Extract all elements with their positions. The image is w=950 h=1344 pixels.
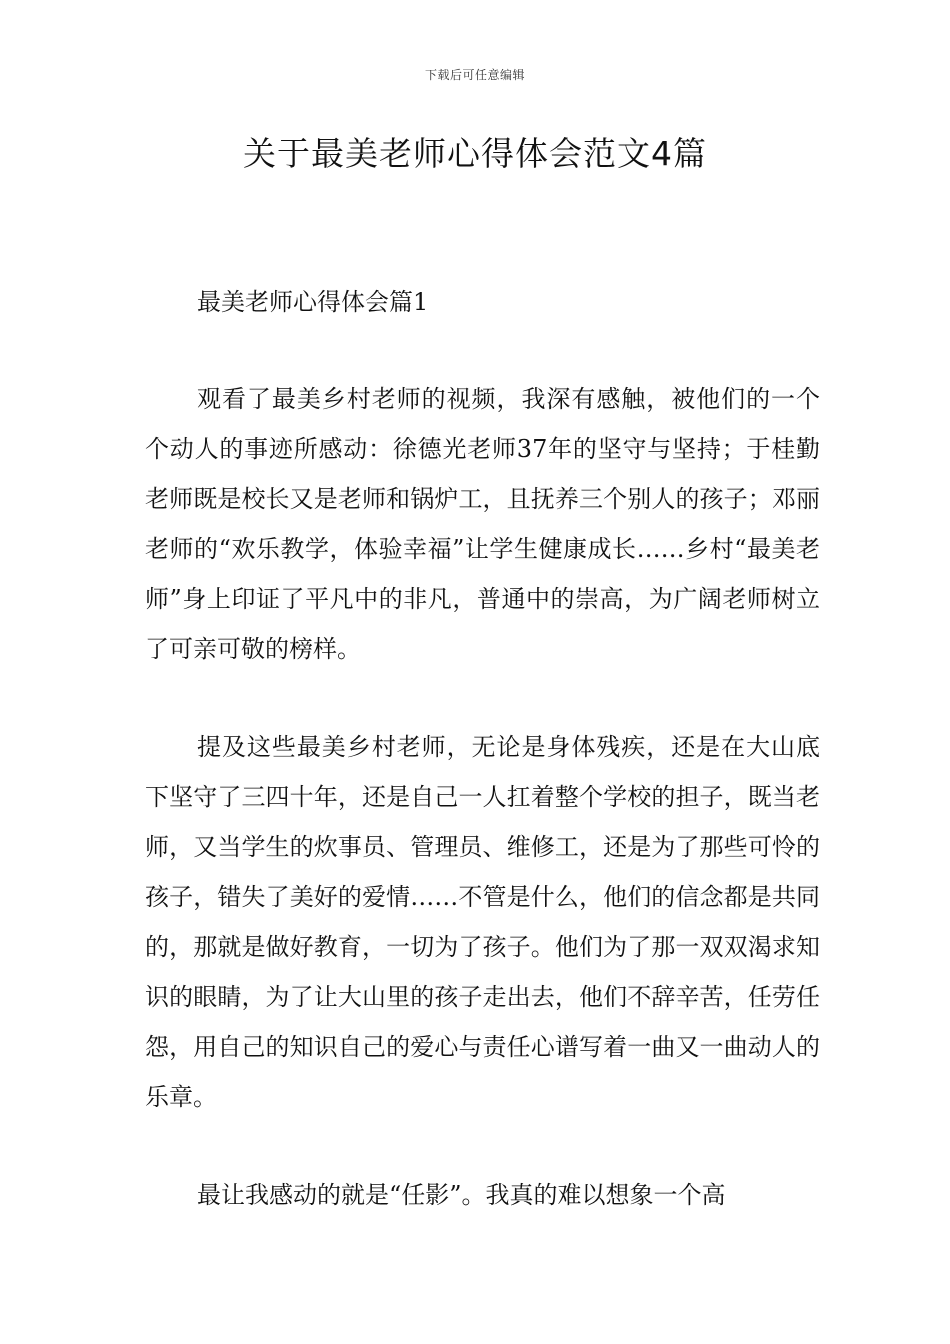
body-paragraph: 提及这些最美乡村老师，无论是身体残疾，还是在大山底下坚守了三四十年，还是自己一人扛着整个学校的担子，既当老师，又当学生的炊事员、管理员、维修工，还是为了那些可怜的孩子，错失了美好的爱情……不管是什么，他们的信念都是共同的，那就是做好教育，一切为了孩子。他们为了那一双双渴求知识的眼睛，为了让大山里的孩子走出去，他们不辞辛苦，任劳任怨，用自己的知识自己的爱心与责任心谱写着一曲又一曲动人的乐章。: [145, 733, 820, 1111]
body-paragraph: 观看了最美乡村老师的视频，我深有感触，被他们的一个个动人的事迹所感动：徐德光老师37年的坚守与坚持；于桂勤老师既是校长又是老师和锅炉工，且抚养三个别人的孩子；邓丽老师的“欢乐教学，体验幸福”让学生健康成长……乡村“最美老师”身上印证了平凡中的非凡，普通中的崇高，为广阔老师树立了可亲可敬的榜样。: [145, 385, 820, 663]
document-title: 关于最美老师心得体会范文4篇: [243, 134, 707, 173]
section-heading: 最美老师心得体会篇1: [197, 288, 429, 316]
body-paragraph: 最让我感动的就是“任影”。我真的难以想象一个高: [197, 1181, 726, 1209]
header-note: 下载后可任意编辑: [424, 68, 525, 82]
